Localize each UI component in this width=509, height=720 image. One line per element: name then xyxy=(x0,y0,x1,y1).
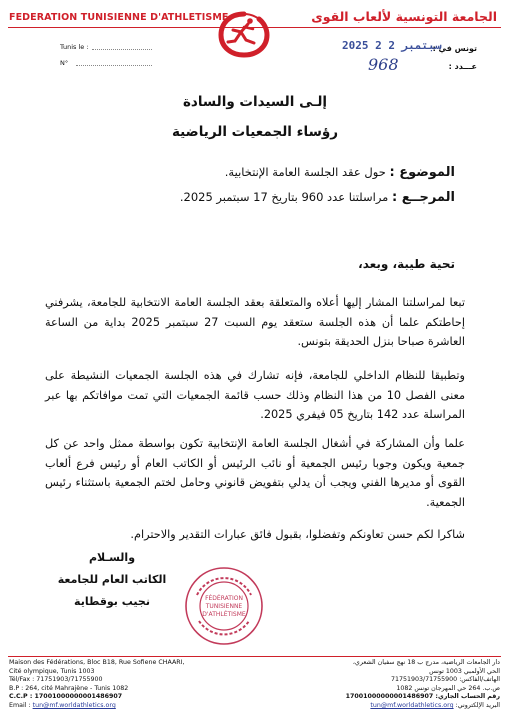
addressee-line-1: إلـى السيدات والسادة xyxy=(182,94,328,110)
svg-text:TUNISIENNE: TUNISIENNE xyxy=(205,603,243,610)
reference-number-handwritten: 968 xyxy=(368,55,399,74)
footer-ar-line: الهاتف/الفاكس: 71751903/71755900 xyxy=(390,676,500,684)
signature-block xyxy=(52,547,172,613)
footer-fr-email-line xyxy=(9,702,185,711)
footer-ar-email-link[interactable]: tun@mf.worldathletics.org xyxy=(370,701,454,709)
paragraph-3: علما وأن المشاركة في أشغال الجلسة العامة الإنتخابية تكون بواسطة ممثل واحد عن كل جمعية ويكون وجوبا رئيس الجمعية أو نائب الرئيس أو الكاتب العام أو رئيس فرع ألعاب القوى أو مديرها الفني ويجب أن يدلي بتفويض قانوني وحامل لختم الجمعية باستثناء رئيس الجمعية. xyxy=(45,437,465,509)
subject-line xyxy=(225,165,455,180)
footer-ar-email-line xyxy=(346,702,500,711)
reference-label: المرجــع : xyxy=(391,190,455,205)
org-name-ar: الجامعة التونسية لألعاب القوى xyxy=(311,9,497,24)
footer-ar-line: دار الجامعات الرياضية، مدرج ب 18 نهج سفيان الشعري، xyxy=(352,659,500,666)
footer-divider xyxy=(8,656,501,657)
number-line-fr xyxy=(76,65,152,66)
signature-title: الكاتب العام للجامعة xyxy=(57,573,167,586)
footer-address-fr xyxy=(9,659,185,711)
addressee-line-2: رؤساء الجمعيات الرياضية xyxy=(171,124,339,140)
subject-text: حول عقد الجلسة العامة الإنتخابية. xyxy=(224,165,386,179)
footer-fr-line: C.C.P : 17001000000001486907 xyxy=(9,693,123,701)
date-label-ar: تونس في : xyxy=(432,44,477,53)
reference-text: مراسلتنا عدد 960 بتاريخ 17 سبتمبر 2025. xyxy=(179,190,389,204)
footer-ar-line: رقم الحساب الجاري: 17001000000001486907 xyxy=(345,693,500,701)
date-label-fr: Tunis le : xyxy=(60,43,89,51)
number-label-ar: عـــدد : xyxy=(448,62,477,71)
subject-label: الموضوع : xyxy=(389,165,455,180)
addressee-block xyxy=(150,87,360,147)
number-label-fr: N° xyxy=(60,59,69,67)
footer-fr-line: Tél/Fax : 71751903/71755900 xyxy=(9,676,103,684)
org-name-fr: FEDERATION TUNISIENNE D'ATHLETISME xyxy=(9,12,229,23)
footer-fr-line: B.P : 264, cité Mahrajène - Tunis 1082 xyxy=(9,684,129,692)
official-seal-icon xyxy=(183,565,265,647)
footer-ar-email-label: البريد الإلكتروني: xyxy=(455,701,500,709)
footer-fr-email-label: Email : xyxy=(9,701,31,709)
date-stamp: 2025 سبتمبر 2 2 xyxy=(342,39,442,52)
federation-logo-icon xyxy=(215,10,273,58)
greeting: تحية طيبة، وبعد، xyxy=(358,257,455,271)
header-divider xyxy=(8,27,501,28)
footer-fr-line: Cité olympique, Tunis 1003 xyxy=(9,667,95,675)
svg-text:FÉDÉRATION: FÉDÉRATION xyxy=(205,595,243,602)
paragraph-closing: شاكرا لكم حسن تعاونكم وتفضلوا، بقبول فائق عبارات التقدير والاحترام. xyxy=(130,528,465,541)
footer-address-ar xyxy=(346,659,500,711)
signature-name: نجيب بوقطاية xyxy=(74,595,150,608)
paragraph-1: تبعا لمراسلتنا المشار إليها أعلاه والمتعلقة بعقد الجلسة العامة الانتخابية للجامعة، يشرفني إحاطتكم علما أن هذه الجلسة ستعقد يوم السبت 27 سبتمبر 2025 بداية من الساعة العاشرة صباحا بنزل الحديقة بتونس. xyxy=(45,296,465,348)
reference-line xyxy=(180,190,455,205)
svg-text:D'ATHLÉTISME: D'ATHLÉTISME xyxy=(202,611,246,618)
footer-ar-line: الحي الأولمبي 1003 تونس xyxy=(429,667,500,675)
footer-fr-line: Maison des Fédérations, Bloc B18, Rue Sofiene CHAARI, xyxy=(9,659,185,666)
signature-salutation: والسـلام xyxy=(88,551,136,564)
paragraph-2: وتطبيقا للنظام الداخلي للجامعة، فإنه تشارك في هذه الجلسة الجمعيات النشيطة على معنى الفصل 10 من هذا النظام وذلك حسب قائمة الجمعيات التي تمت موافاتكم بها عبر المراسلة عدد 142 بتاريخ 05 فيفري 2025. xyxy=(45,369,465,421)
date-line-fr xyxy=(92,49,152,50)
footer-fr-email-link[interactable]: tun@mf.worldathletics.org xyxy=(32,701,116,709)
footer-ar-line: ص.ب. 264 حي المهرجان تونس 1082 xyxy=(396,684,500,692)
